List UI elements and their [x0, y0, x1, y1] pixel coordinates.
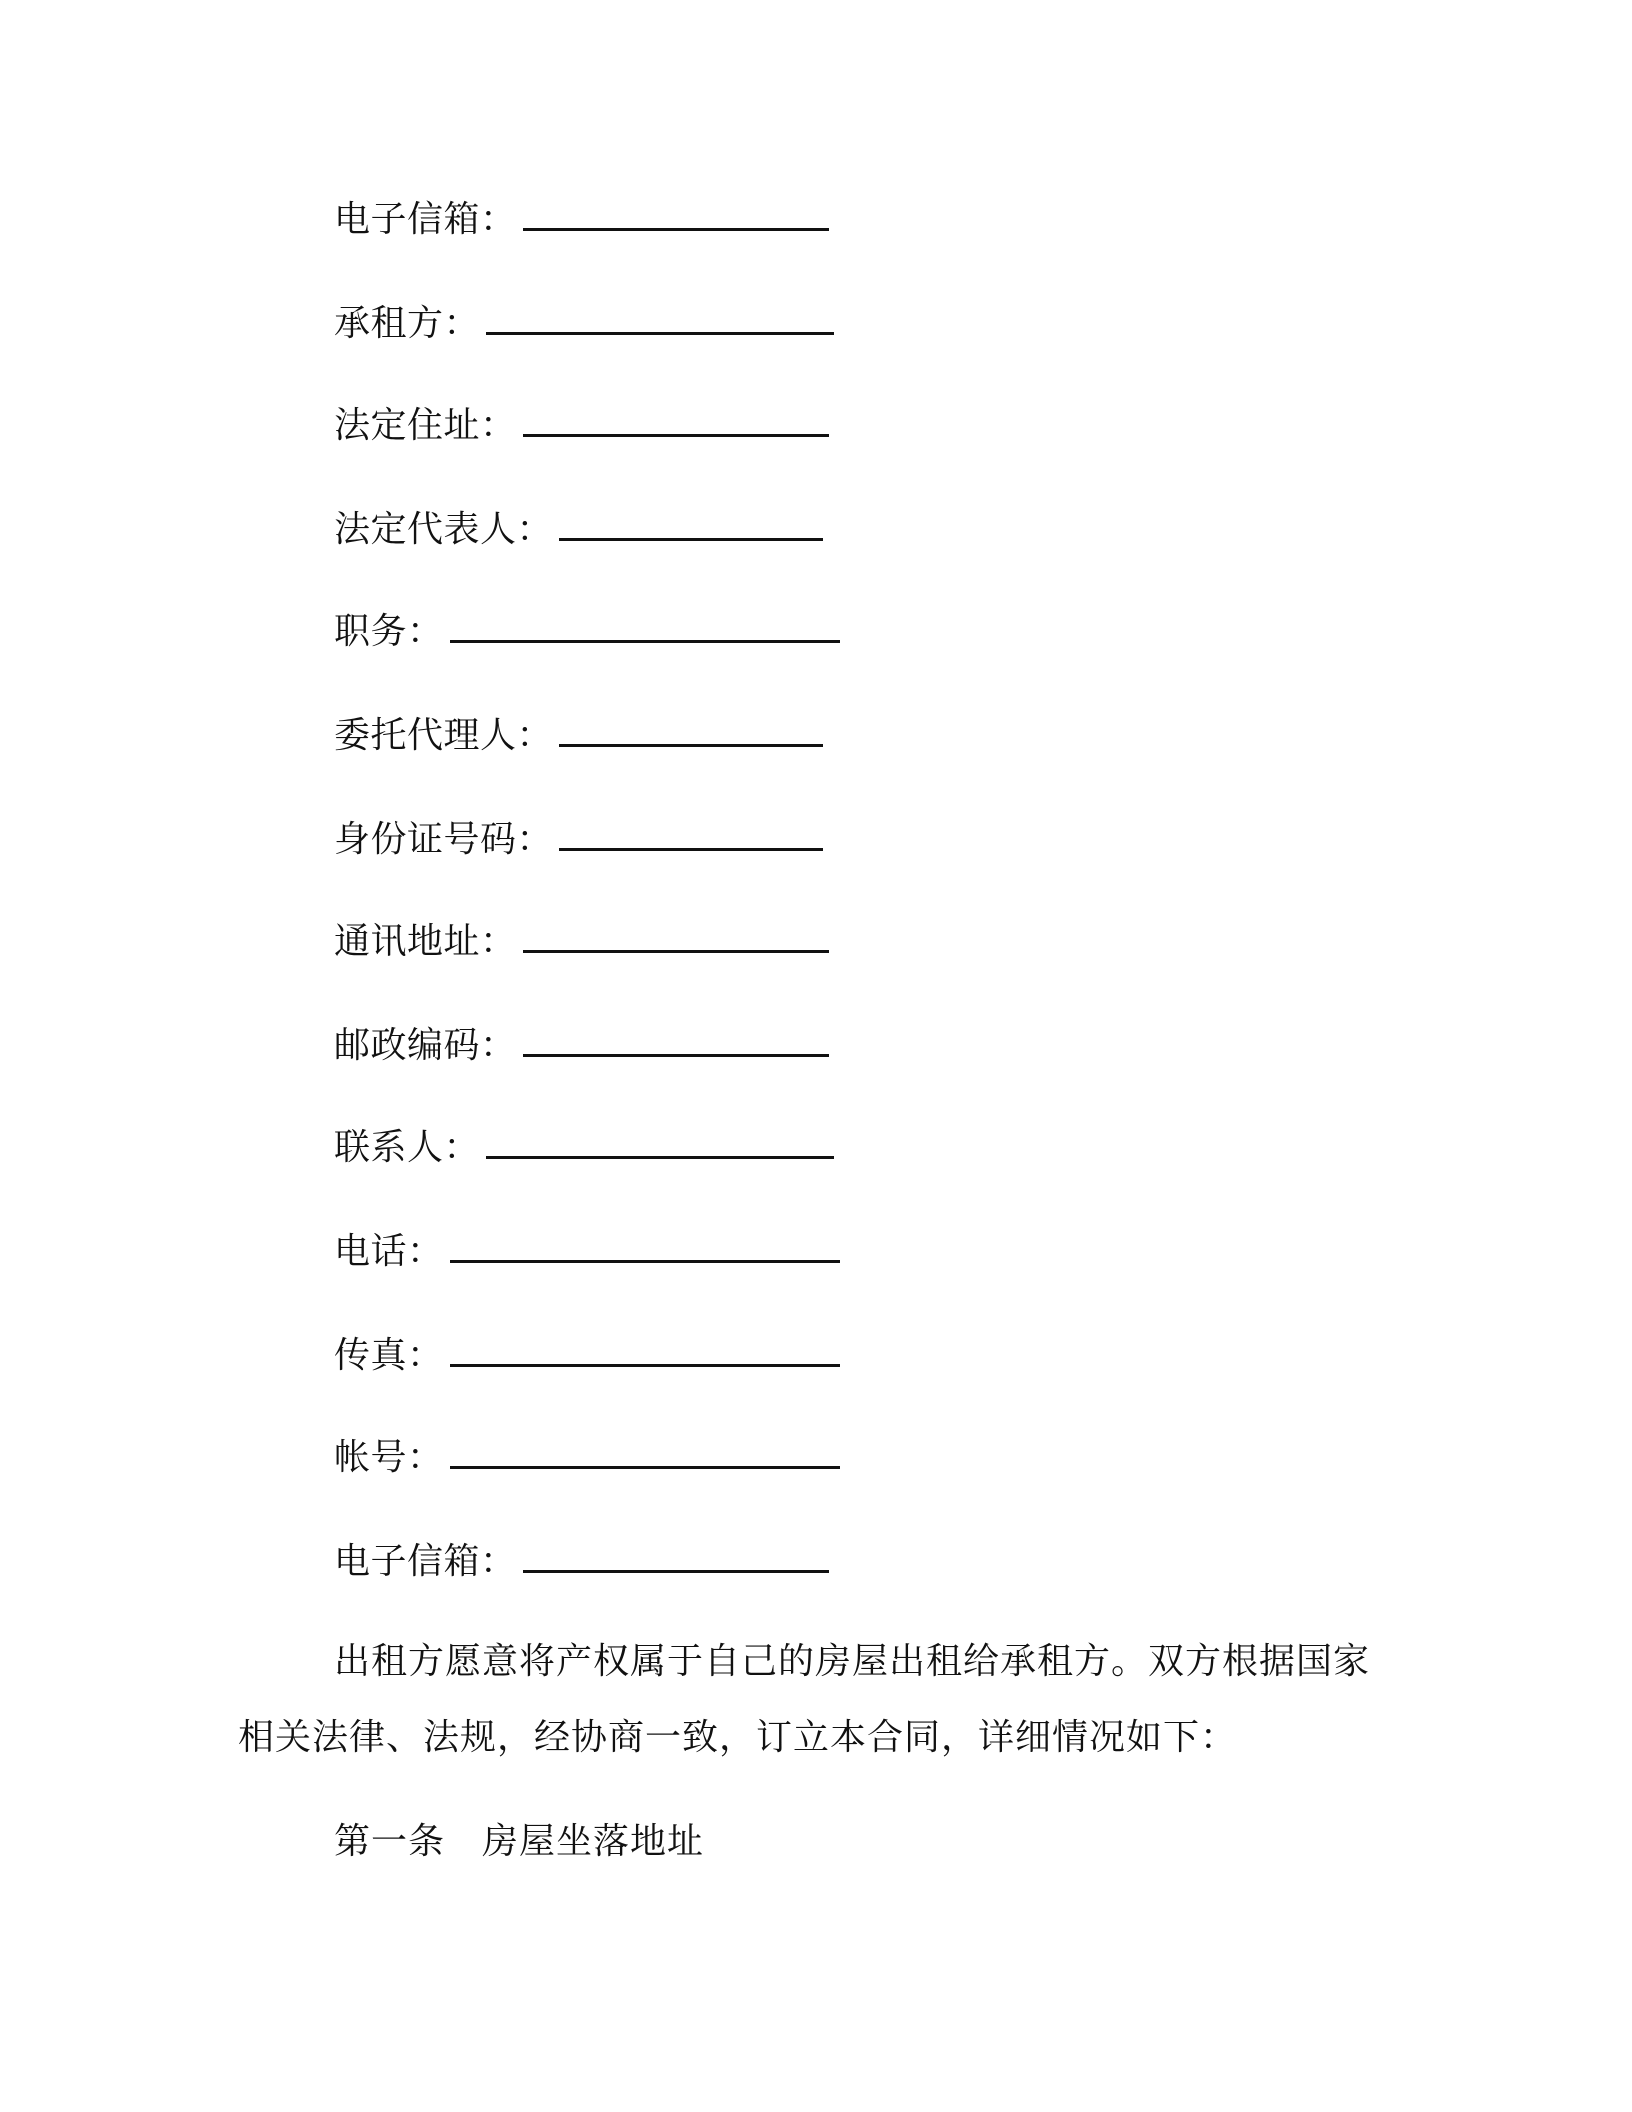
intro-paragraph-line-2: 相关法律、法规，经协商一致，订立本合同，详细情况如下： [238, 1717, 1238, 1758]
field-legal-representative [334, 504, 823, 552]
field-label: 联系人： [334, 1127, 481, 1168]
field-label: 电子信箱： [334, 199, 517, 240]
fill-blank[interactable] [450, 1330, 840, 1367]
fill-blank[interactable] [486, 298, 834, 335]
intro-paragraph-line-1: 出租方愿意将产权属于自己的房屋出租给承租方。双方根据国家 [334, 1641, 1371, 1682]
fill-blank[interactable] [559, 814, 823, 851]
field-label: 通讯地址： [334, 921, 517, 962]
field-fax [334, 1330, 840, 1378]
field-postal-code [334, 1020, 829, 1068]
field-label: 电话： [334, 1231, 444, 1272]
fill-blank[interactable] [559, 504, 823, 541]
fill-blank[interactable] [523, 1020, 829, 1057]
fill-blank[interactable] [523, 400, 829, 437]
field-label: 传真： [334, 1335, 444, 1376]
field-agent [334, 710, 823, 758]
field-email-2 [334, 1536, 829, 1584]
field-account [334, 1432, 840, 1480]
field-mailing-address [334, 916, 829, 964]
field-lessee [334, 298, 834, 346]
field-phone [334, 1226, 840, 1274]
fill-blank[interactable] [450, 606, 840, 643]
fill-blank[interactable] [559, 710, 823, 747]
field-label: 委托代理人： [334, 715, 554, 756]
field-label: 承租方： [334, 303, 481, 344]
fill-blank[interactable] [523, 1536, 829, 1573]
article-1-heading: 第一条 房屋坐落地址 [334, 1821, 705, 1862]
field-id-number [334, 814, 823, 862]
field-label: 电子信箱： [334, 1541, 517, 1582]
fill-blank[interactable] [523, 194, 829, 231]
fill-blank[interactable] [450, 1226, 840, 1263]
field-label: 职务： [334, 611, 444, 652]
field-label: 帐号： [334, 1437, 444, 1478]
field-position [334, 606, 840, 654]
field-label: 法定代表人： [334, 509, 554, 550]
field-email-1 [334, 194, 829, 242]
field-legal-address [334, 400, 829, 448]
field-contact [334, 1122, 834, 1170]
field-label: 法定住址： [334, 405, 517, 446]
field-label: 身份证号码： [334, 819, 554, 860]
fill-blank[interactable] [486, 1122, 834, 1159]
field-label: 邮政编码： [334, 1025, 517, 1066]
fill-blank[interactable] [450, 1432, 840, 1469]
fill-blank[interactable] [523, 916, 829, 953]
